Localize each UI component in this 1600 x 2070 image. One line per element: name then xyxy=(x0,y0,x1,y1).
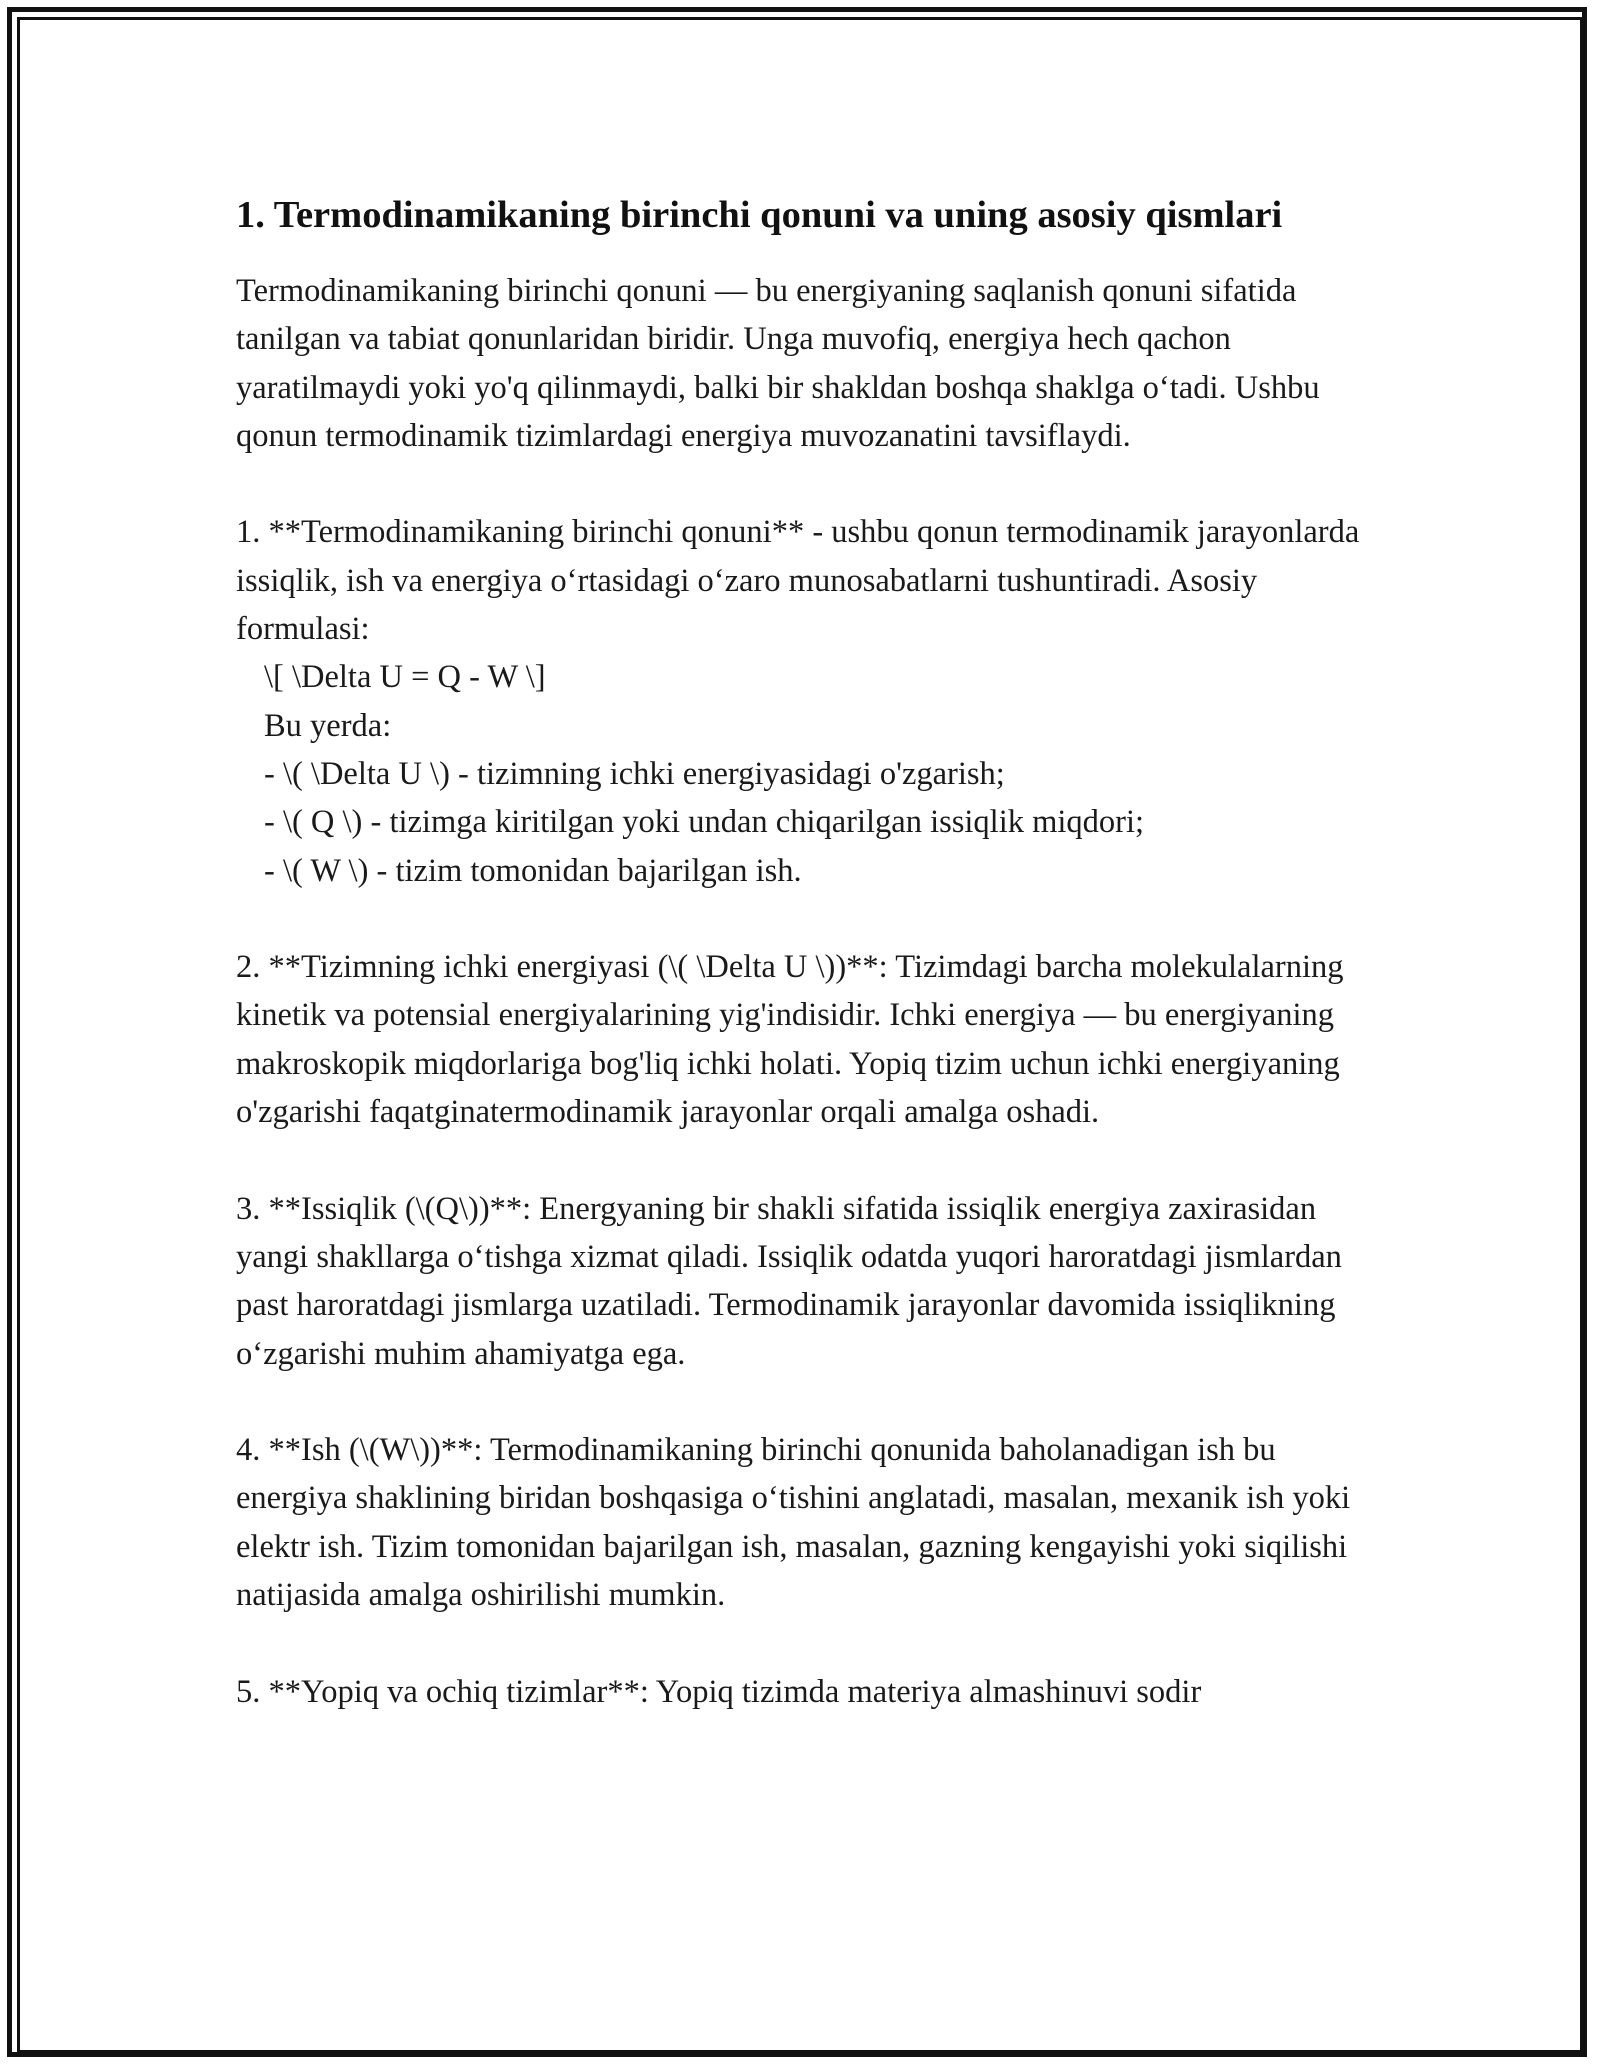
intro-paragraph: Termodinamikaning birinchi qonuni — bu energiyaning saqlanish qonuni sifatida tanilgan va tabiat qonunlaridan biridir. Unga muvofiq, energiya hech qachon yaratilmaydi yoki yo'q qilinmaydi, balki bir shakldan boshqa shaklga o‘tadi. Ushbu qonun termodinamik tizimlardagi energiya muvozanatini tavsiflaydi. xyxy=(236,273,1320,454)
item-2-paragraph: 2. **Tizimning ichki energiyasi (\( \Delta U \))**: Tizimdagi barcha molekulalarning kinetik va potensial energiyalarining yig'indisidir. Ichki energiya — bu energiyaning makroskopik miqdorlariga bog'liq ichki holati. Yopiq tizim uchun ichki energiyaning o'zgarishi faqatginatermodinamik jarayonlar orqali amalga oshadi. xyxy=(236,949,1344,1131)
paragraph-gap xyxy=(236,460,1376,508)
item-3-paragraph: 3. **Issiqlik (\(Q\))**: Energyaning bir shakli sifatida issiqlik energiya zaxirasidan yangi shakllarga o‘tishga xizmat qiladi. Issiqlik odatda yuqori haroratdagi jismlardan past haroratdagi jismlarga uzatiladi. Termodinamik jarayonlar davomida issiqlikning o‘zgarishi muhim ahamiyatga ega. xyxy=(236,1190,1342,1372)
where-line: Bu yerda: xyxy=(264,707,392,744)
formula-line: \[ \Delta U = Q - W \] xyxy=(264,659,546,696)
paragraph-gap xyxy=(236,1378,1376,1426)
item-1-paragraph: 1. **Termodinamikaning birinchi qonuni** - ushbu qonun termodinamik jarayonlarda issiqlik, ish va energiya o‘rtasidagi o‘zaro munosabatlarni tushuntiradi. Asosiy formulasi: xyxy=(236,514,1360,648)
section-heading: 1. Termodinamikaning birinchi qonuni va uning asosiy qismlari xyxy=(236,194,1283,236)
item-4-paragraph: 4. **Ish (\(W\))**: Termodinamikaning birinchi qonunida baholanadigan ish bu energiya shaklining biridan boshqasiga o‘tishini anglatadi, masalan, mexanik ish yoki elektr ish. Tizim tomonidan bajarilgan ish, masalan, gazning kengayishi yoki siqilishi natijasida amalga oshirilishi mumkin. xyxy=(236,1432,1351,1614)
paragraph-gap xyxy=(236,895,1376,943)
definition-q: - \( Q \) - tizimga kiritilgan yoki undan chiqarilgan issiqlik miqdori; xyxy=(264,804,1145,841)
definition-w: - \( W \) - tizim tomonidan bajarilgan ish. xyxy=(264,852,802,889)
definition-delta-u: - \( \Delta U \) - tizimning ichki energiyasidagi o'zgarish; xyxy=(264,755,1005,792)
paragraph-gap xyxy=(236,1136,1376,1184)
paragraph-gap xyxy=(236,1619,1376,1667)
document-body xyxy=(236,188,1376,1716)
item-5-paragraph: 5. **Yopiq va ochiq tizimlar**: Yopiq tizimda materiya almashinuvi sodir xyxy=(236,1673,1202,1710)
